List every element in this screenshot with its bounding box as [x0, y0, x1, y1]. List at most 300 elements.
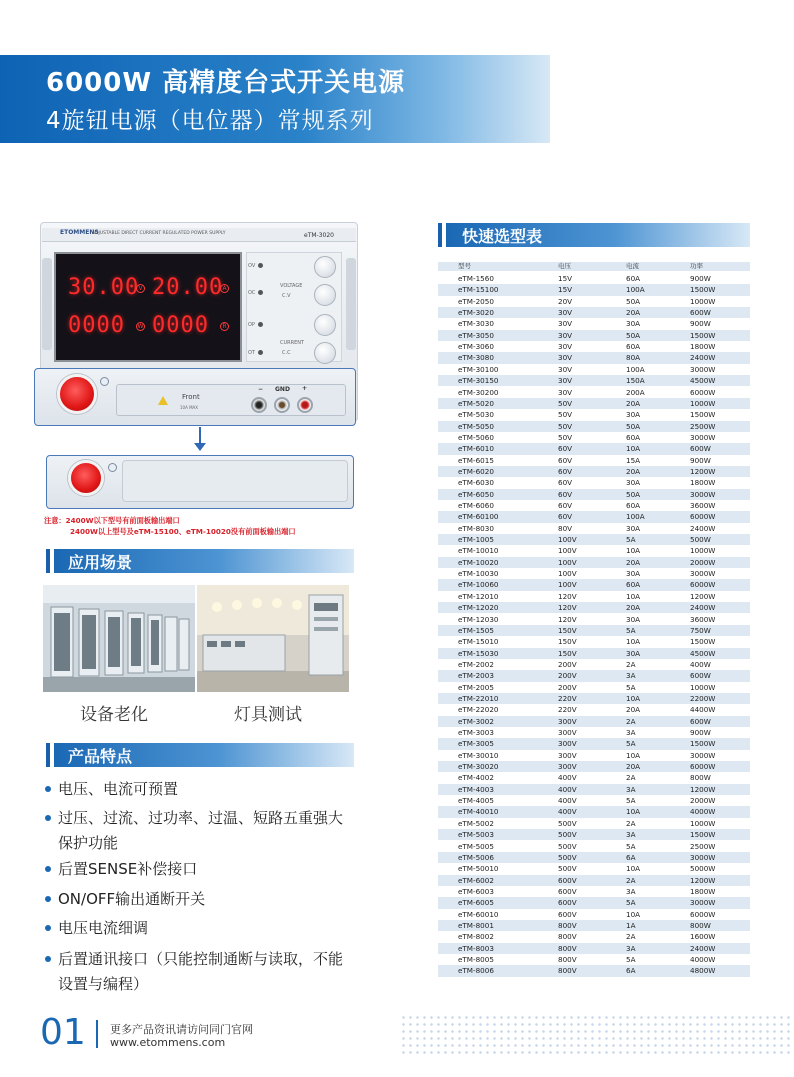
table-cell-model: eTM-3050 — [458, 330, 494, 340]
feature-item: ON/OFF输出通断开关 — [58, 890, 206, 908]
table-row — [438, 636, 750, 647]
positive-terminal — [297, 397, 313, 413]
table-row — [438, 750, 750, 761]
table-cell-voltage: 30V — [558, 319, 573, 329]
table-cell-current: 10A — [626, 750, 641, 760]
table-cell-voltage: 15V — [558, 285, 573, 295]
table-row — [438, 897, 750, 908]
table-cell-voltage: 30V — [558, 330, 573, 340]
table-cell-power: 900W — [690, 728, 711, 737]
table-cell-power: 900W — [690, 274, 711, 283]
table-cell-current: 60A — [626, 432, 641, 442]
led-ov — [258, 263, 263, 268]
table-row — [438, 614, 750, 625]
table-cell-current: 20A — [626, 705, 641, 715]
table-row — [438, 602, 750, 613]
table-cell-model: eTM-12030 — [458, 614, 499, 624]
table-cell-voltage: 60V — [558, 512, 573, 522]
table-cell-voltage: 200V — [558, 671, 577, 681]
table-row — [438, 761, 750, 772]
table-cell-power: 6000W — [690, 512, 716, 522]
table-cell-power: 2400W — [690, 603, 716, 613]
device-caption: ADJUSTABLE DIRECT CURRENT REGULATED POWER SUPPLY — [92, 231, 226, 236]
note-line-2: 2400W以上型号及eTM-15100、eTM-10020没有前面板输出端口 — [70, 527, 296, 536]
table-cell-voltage: 150V — [558, 637, 577, 647]
table-cell-model: eTM-12010 — [458, 591, 499, 601]
table-cell-voltage: 600V — [558, 886, 577, 896]
table-cell-current: 10A — [626, 693, 641, 703]
feature-bullet — [45, 896, 51, 902]
table-row — [438, 409, 750, 420]
voltage-coarse-knob — [314, 256, 336, 278]
page-subtitle: 4旋钮电源（电位器）常规系列 — [46, 108, 374, 134]
table-cell-model: eTM-10020 — [458, 557, 499, 567]
footer-url: www.etommens.com — [110, 1036, 226, 1049]
table-cell-current: 5A — [626, 898, 636, 908]
table-cell-current: 5A — [626, 796, 636, 806]
table-cell-power: 500W — [690, 535, 711, 545]
table-cell-model: eTM-30100 — [458, 364, 499, 374]
table-cell-model: eTM-12020 — [458, 603, 499, 613]
unit-voltage: V — [136, 284, 145, 293]
table-cell-voltage: 20V — [558, 296, 573, 306]
table-row — [438, 818, 750, 829]
table-cell-current: 60A — [626, 274, 641, 283]
blank-inset — [122, 460, 348, 502]
table-cell-voltage: 30V — [558, 364, 573, 374]
table-cell-voltage: 100V — [558, 535, 577, 545]
table-cell-model: eTM-3005 — [458, 739, 494, 749]
knob-label-voltage: VOLTAGE — [280, 283, 303, 289]
table-row — [438, 545, 750, 556]
table-cell-current: 30A — [626, 523, 641, 533]
current-coarse-knob — [314, 314, 336, 336]
table-cell-model: eTM-5003 — [458, 830, 494, 840]
table-cell-model: eTM-6010 — [458, 444, 494, 454]
table-cell-voltage: 400V — [558, 773, 577, 783]
table-cell-voltage: 60V — [558, 478, 573, 488]
table-cell-power: 2000W — [690, 557, 716, 567]
table-cell-current: 50A — [626, 489, 641, 499]
table-cell-model: eTM-3002 — [458, 716, 494, 726]
table-cell-voltage: 50V — [558, 398, 573, 408]
table-cell-power: 3000W — [690, 852, 716, 862]
table-row — [438, 500, 750, 511]
led-label-oc: OC — [248, 290, 256, 296]
table-cell-voltage: 150V — [558, 648, 577, 658]
table-row — [438, 568, 750, 579]
feature-item: 过压、过流、过功率、过温、短路五重强大保护功能 — [58, 809, 344, 852]
table-cell-current: 15A — [626, 455, 641, 465]
table-cell-power: 1000W — [690, 398, 716, 408]
table-cell-power: 6000W — [690, 387, 716, 397]
table-cell-model: eTM-3060 — [458, 342, 494, 352]
table-row — [438, 455, 750, 466]
table-cell-power: 900W — [690, 319, 711, 329]
table-row — [438, 920, 750, 931]
table-cell-power: 600W — [690, 716, 711, 726]
table-cell-power: 1500W — [690, 285, 716, 295]
table-cell-current: 20A — [626, 762, 641, 772]
table-cell-model: eTM-2002 — [458, 659, 494, 669]
table-cell-voltage: 400V — [558, 807, 577, 817]
table-cell-model: eTM-15030 — [458, 648, 499, 658]
table-cell-current: 3A — [626, 830, 636, 840]
table-cell-voltage: 200V — [558, 682, 577, 692]
table-row — [438, 579, 750, 590]
table-row — [438, 284, 750, 295]
table-cell-current: 5A — [626, 955, 636, 964]
footer-text: 更多产品资讯请访问同门官网 — [110, 1023, 253, 1036]
table-row — [438, 648, 750, 659]
voltage-reading: 30.00 — [68, 275, 140, 300]
table-cell-voltage: 120V — [558, 603, 577, 613]
table-cell-model: eTM-40010 — [458, 807, 499, 817]
table-cell-model: eTM-6030 — [458, 478, 494, 488]
table-row — [438, 557, 750, 568]
table-row — [438, 307, 750, 318]
table-row — [438, 954, 750, 965]
table-cell-power: 800W — [690, 773, 711, 783]
table-row — [438, 387, 750, 398]
table-cell-power: 1500W — [690, 410, 716, 420]
table-cell-current: 50A — [626, 296, 641, 306]
table-cell-model: eTM-5030 — [458, 410, 494, 420]
table-cell-power: 3000W — [690, 489, 716, 499]
table-cell-current: 200A — [626, 387, 645, 397]
table-row — [438, 364, 750, 375]
table-cell-current: 6A — [626, 966, 636, 976]
feature-item: 后置SENSE补偿接口 — [58, 860, 198, 878]
table-cell-power: 4000W — [690, 955, 716, 964]
table-cell-power: 6000W — [690, 909, 716, 919]
table-cell-model: eTM-8005 — [458, 955, 494, 964]
table-cell-model: eTM-8001 — [458, 920, 494, 930]
table-cell-model: eTM-6050 — [458, 489, 494, 499]
table-cell-voltage: 220V — [558, 693, 577, 703]
device-handle-right — [346, 258, 356, 350]
table-row — [438, 625, 750, 636]
table-row — [438, 943, 750, 954]
table-cell-voltage: 120V — [558, 591, 577, 601]
table-cell-voltage: 150V — [558, 625, 577, 635]
table-cell-voltage: 100V — [558, 580, 577, 590]
table-cell-power: 4000W — [690, 807, 716, 817]
table-cell-model: eTM-1560 — [458, 274, 494, 283]
table-cell-model: eTM-5006 — [458, 852, 494, 862]
section-marker-application — [46, 549, 50, 573]
table-cell-current: 5A — [626, 682, 636, 692]
table-cell-current: 20A — [626, 308, 641, 318]
table-cell-voltage: 400V — [558, 796, 577, 806]
table-cell-power: 1800W — [690, 478, 716, 488]
table-cell-current: 10A — [626, 637, 641, 647]
table-cell-power: 6000W — [690, 762, 716, 772]
table-cell-voltage: 50V — [558, 421, 573, 431]
front-sub-label: 10A MAX — [180, 405, 199, 410]
table-cell-model: eTM-60010 — [458, 909, 499, 919]
table-cell-voltage: 500V — [558, 830, 577, 840]
table-cell-power: 2400W — [690, 943, 716, 953]
table-cell-current: 50A — [626, 421, 641, 431]
note-line-1: 注意：2400W以下型号有前面板输出端口 — [44, 516, 180, 525]
table-cell-power: 4500W — [690, 648, 716, 658]
table-cell-voltage: 30V — [558, 387, 573, 397]
table-cell-current: 10A — [626, 546, 641, 556]
table-row — [438, 727, 750, 738]
table-cell-model: eTM-1005 — [458, 535, 494, 545]
section-title-application: 应用场景 — [68, 553, 133, 572]
table-row — [438, 443, 750, 454]
table-cell-model: eTM-8030 — [458, 523, 494, 533]
table-cell-power: 2500W — [690, 841, 716, 851]
table-cell-current: 2A — [626, 773, 636, 783]
table-row — [438, 829, 750, 840]
table-row — [438, 965, 750, 976]
terminal-label-gnd: GND — [275, 386, 290, 393]
table-cell-power: 1500W — [690, 830, 716, 840]
power-button — [57, 374, 97, 414]
feature-bullet — [45, 956, 51, 962]
table-row — [438, 693, 750, 704]
table-cell-power: 1600W — [690, 932, 716, 942]
table-cell-power: 6000W — [690, 580, 716, 590]
table-cell-power: 1500W — [690, 739, 716, 749]
table-cell-power: 5000W — [690, 864, 716, 874]
table-cell-current: 6A — [626, 852, 636, 862]
table-cell-voltage: 600V — [558, 909, 577, 919]
warning-icon — [158, 396, 168, 405]
table-cell-power: 3600W — [690, 614, 716, 624]
table-cell-voltage: 300V — [558, 716, 577, 726]
table-cell-current: 2A — [626, 818, 636, 828]
table-cell-model: eTM-50010 — [458, 864, 499, 874]
table-cell-voltage: 500V — [558, 841, 577, 851]
table-cell-current: 2A — [626, 659, 636, 669]
knob-label-cc: C.C — [282, 350, 291, 356]
table-cell-voltage: 60V — [558, 466, 573, 476]
table-cell-voltage: 800V — [558, 966, 577, 976]
table-cell-current: 10A — [626, 864, 641, 874]
table-cell-model: eTM-22010 — [458, 693, 499, 703]
table-cell-current: 50A — [626, 330, 641, 340]
unit-current: A — [220, 284, 229, 293]
table-cell-current: 10A — [626, 444, 641, 454]
table-cell-voltage: 800V — [558, 955, 577, 964]
table-cell-current: 2A — [626, 716, 636, 726]
table-cell-current: 5A — [626, 625, 636, 635]
table-cell-current: 30A — [626, 478, 641, 488]
power-reading: 0000 — [68, 313, 125, 338]
table-row — [438, 432, 750, 443]
table-row — [438, 875, 750, 886]
table-cell-power: 1200W — [690, 875, 716, 885]
table-cell-voltage: 15V — [558, 274, 573, 283]
table-row — [438, 784, 750, 795]
table-cell-power: 4500W — [690, 376, 716, 386]
terminal-label-plus: + — [302, 385, 308, 392]
table-cell-current: 3A — [626, 728, 636, 737]
table-cell-model: eTM-5060 — [458, 432, 494, 442]
table-row — [438, 352, 750, 363]
table-cell-current: 5A — [626, 841, 636, 851]
table-row — [438, 375, 750, 386]
table-cell-power: 1000W — [690, 296, 716, 306]
table-row — [438, 398, 750, 409]
table-cell-voltage: 300V — [558, 762, 577, 772]
table-cell-model: eTM-6015 — [458, 455, 494, 465]
table-cell-voltage: 60V — [558, 501, 573, 510]
table-cell-power: 1200W — [690, 466, 716, 476]
current-reading: 20.00 — [152, 275, 224, 300]
feature-item: 后置通讯接口（只能控制通断与读取，不能设置与编程） — [58, 950, 344, 993]
table-cell-current: 20A — [626, 557, 641, 567]
terminal-label-minus: − — [258, 386, 264, 393]
table-row — [438, 273, 750, 284]
table-cell-model: eTM-2003 — [458, 671, 494, 681]
table-row — [438, 841, 750, 852]
table-row — [438, 477, 750, 488]
table-cell-voltage: 500V — [558, 818, 577, 828]
resistance-reading: 0000 — [152, 313, 209, 338]
feature-bullet — [45, 925, 51, 931]
table-cell-voltage: 100V — [558, 546, 577, 556]
table-cell-model: eTM-2005 — [458, 682, 494, 692]
table-cell-power: 600W — [690, 444, 711, 454]
unit-power: W — [137, 323, 144, 330]
table-cell-power: 800W — [690, 920, 711, 930]
table-row — [438, 704, 750, 715]
table-row — [438, 523, 750, 534]
table-cell-voltage: 200V — [558, 659, 577, 669]
table-cell-power: 900W — [690, 455, 711, 465]
table-cell-current: 60A — [626, 580, 641, 590]
table-header-model: 型号 — [458, 262, 471, 270]
table-cell-current: 20A — [626, 603, 641, 613]
device-brand: ETOMMENS — [60, 229, 99, 236]
feature-bullet — [45, 866, 51, 872]
table-cell-voltage: 30V — [558, 308, 573, 318]
table-cell-model: eTM-30150 — [458, 376, 499, 386]
table-row — [438, 716, 750, 727]
table-cell-model: eTM-5020 — [458, 398, 494, 408]
table-cell-current: 30A — [626, 319, 641, 329]
table-cell-power: 1000W — [690, 818, 716, 828]
table-row — [438, 806, 750, 817]
section-marker-features — [46, 743, 50, 767]
table-row — [438, 489, 750, 500]
display-panel — [54, 252, 242, 362]
unit-resistance: R — [220, 322, 229, 331]
table-cell-voltage: 500V — [558, 852, 577, 862]
table-cell-voltage: 600V — [558, 875, 577, 885]
table-row — [438, 318, 750, 329]
table-row — [438, 909, 750, 920]
feature-bullet — [45, 815, 51, 821]
photo-caption-lamp: 灯具测试 — [234, 705, 302, 725]
table-cell-current: 10A — [626, 909, 641, 919]
table-cell-current: 30A — [626, 410, 641, 420]
table-cell-current: 30A — [626, 614, 641, 624]
table-cell-power: 600W — [690, 308, 711, 318]
led-ot — [258, 350, 263, 355]
table-cell-model: eTM-5002 — [458, 818, 494, 828]
section-title-quick-select: 快速选型表 — [462, 227, 543, 246]
feature-item: 电压电流细调 — [58, 919, 149, 937]
table-cell-current: 30A — [626, 648, 641, 658]
table-cell-power: 3600W — [690, 501, 716, 510]
table-cell-voltage: 300V — [558, 750, 577, 760]
output-switch-icon — [100, 377, 109, 386]
table-header — [438, 262, 750, 271]
table-cell-power: 600W — [690, 671, 711, 681]
table-cell-voltage: 60V — [558, 489, 573, 499]
table-cell-power: 750W — [690, 625, 711, 635]
table-cell-model: eTM-6003 — [458, 886, 494, 896]
table-cell-voltage: 400V — [558, 784, 577, 794]
table-cell-voltage: 800V — [558, 932, 577, 942]
table-cell-current: 80A — [626, 353, 641, 363]
photo-lamp-test — [197, 585, 349, 692]
table-cell-current: 3A — [626, 886, 636, 896]
ground-terminal — [274, 397, 290, 413]
device-model: eTM-3020 — [304, 232, 334, 239]
feature-bullet — [45, 786, 51, 792]
table-cell-power: 1000W — [690, 682, 716, 692]
table-cell-model: eTM-15010 — [458, 637, 499, 647]
table-row — [438, 772, 750, 783]
table-cell-model: eTM-30200 — [458, 387, 499, 397]
table-cell-current: 100A — [626, 364, 645, 374]
page-title: 6000W 高精度台式开关电源 — [46, 68, 406, 98]
table-cell-model: eTM-8006 — [458, 966, 494, 976]
table-cell-model: eTM-30020 — [458, 762, 499, 772]
table-cell-voltage: 100V — [558, 557, 577, 567]
table-cell-power: 2500W — [690, 421, 716, 431]
table-cell-voltage: 50V — [558, 410, 573, 420]
table-cell-model: eTM-1505 — [458, 625, 494, 635]
table-cell-current: 3A — [626, 784, 636, 794]
table-cell-voltage: 800V — [558, 920, 577, 930]
led-oc — [258, 290, 263, 295]
table-cell-current: 100A — [626, 512, 645, 522]
table-cell-current: 10A — [626, 807, 641, 817]
table-cell-voltage: 80V — [558, 523, 573, 533]
table-cell-voltage: 60V — [558, 444, 573, 454]
table-cell-model: eTM-8003 — [458, 943, 494, 953]
table-cell-model: eTM-4005 — [458, 796, 494, 806]
photo-aging-test — [43, 585, 195, 692]
table-row — [438, 670, 750, 681]
table-row — [438, 852, 750, 863]
table-cell-current: 1A — [626, 920, 636, 930]
table-cell-voltage: 800V — [558, 943, 577, 953]
current-fine-knob — [314, 342, 336, 364]
device-handle-left — [42, 258, 52, 350]
table-row — [438, 341, 750, 352]
voltage-fine-knob — [314, 284, 336, 306]
table-cell-voltage: 600V — [558, 898, 577, 908]
table-cell-model: eTM-2050 — [458, 296, 494, 306]
table-row — [438, 886, 750, 897]
table-cell-model: eTM-3030 — [458, 319, 494, 329]
led-op — [258, 322, 263, 327]
table-cell-voltage: 30V — [558, 353, 573, 363]
table-row — [438, 738, 750, 749]
table-cell-voltage: 300V — [558, 739, 577, 749]
table-cell-voltage: 500V — [558, 864, 577, 874]
table-cell-power: 3000W — [690, 750, 716, 760]
